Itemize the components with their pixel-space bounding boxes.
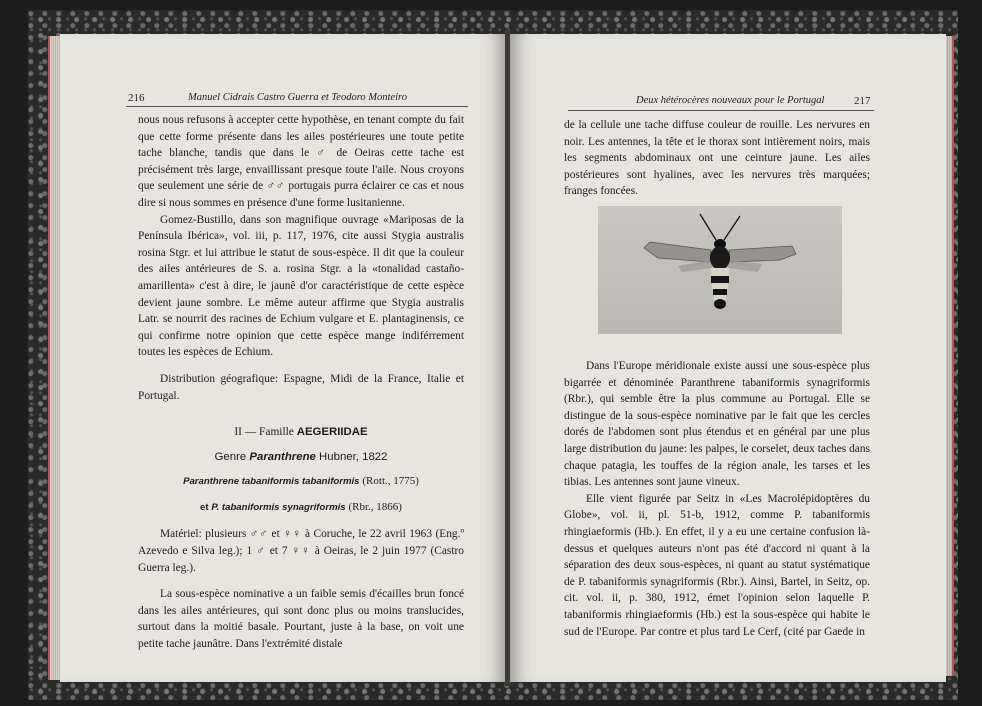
left-paragraph-distribution: Distribution géografique: Espagne, Midi de la France, Italie et Portugal.: [138, 372, 464, 402]
right-paragraph-1: de la cellule une tache diffuse couleur de rouille. Les nervures en noir. Les antennes, la tête et le thorax sont intièrement noirs, mais les segments abdominaux ont une ceinture jaune. Les ailes postérieures sont hyalines, avec les nervures très marquées; franges foncées.: [564, 119, 870, 198]
taxon-2-name: P. tabaniformis synagriformis: [211, 501, 346, 513]
right-running-head: Deux hétérocères nouveaux pour le Portugal: [636, 95, 825, 106]
taxon-heading-1: [138, 473, 464, 491]
left-paragraph-2: Gomez-Bustillo, dans son magnifique ouvrage «Mariposas de la Península Ibérica», vol. iii, p. 117, 1976, cite aussi Stygia australis rosina Stgr. et lui attribue le statut de sous-espèce. Il dit que la couleur des ailes antérieures de S. a. rosina Stgr. a la «tonalidad castaño-amarillenta» c'est à dire, le jaunê d'or caractéristique de cette espèce devient jaune sombre. Le même auteur affirme que Stygia australis Latr. se nourrit des racines de Echium vulgare et E. plantaginensis, ce qui confirme notre opinion que cette espèce mange indiférrement toutes les espèces de Echium.: [138, 213, 464, 359]
moth-icon: [598, 206, 842, 334]
genus-author: Hubner, 1822: [319, 450, 388, 463]
left-paragraph-material: Matériel: plusieurs ♂♂ et ♀♀ à Coruche, le 22 avril 1963 (Eng.º Azevedo e Silva leg.); 1 ♂ et 7 ♀♀ à Oeiras, le 2 juin 1977 (Castro Guerra leg.).: [138, 528, 464, 574]
left-page-number: 216: [128, 92, 145, 104]
right-text-column-top: [564, 117, 870, 200]
genus-heading: [138, 449, 464, 466]
genus-prefix: Genre: [214, 450, 247, 463]
left-header-rule: [126, 106, 468, 107]
left-paragraph-5: La sous-espèce nominative a un faible semis d'écailles brun foncé dans les ailes antérieures, qui sont donc plus ou moins translucides, surtout dans la moitié basale. Pourtant, juste à la base, on voit une petite tache jaunâtre. Dans l'extrémité distale: [138, 588, 464, 651]
right-header-rule: [568, 110, 874, 111]
taxon-1-author: (Rott., 1775): [362, 475, 419, 488]
taxon-2-author: (Rbr., 1866): [348, 500, 402, 513]
left-running-head: Manuel Cidrais Castro Guerra et Teodoro Monteiro: [188, 92, 407, 103]
moth-photograph: [598, 206, 842, 334]
genus-name: Paranthrene: [249, 450, 316, 463]
family-prefix: II — Famille: [234, 426, 294, 439]
right-paragraph-2: Dans l'Europe méridionale existe aussi une sous-espèce plus bigarrée et dénominée Paranthrene tabaniformis synagriformis (Rbr.), qui semble être la plus commune au Portugal. Elle se distingue de la sous-espèce nominative par le fait que les cercles dorés de l'abdomen sont plus étendus et en général par une plus large distribution du jaune: les palpes, le corselet, deux taches dans chaque patagia, les touffes de la région anale, les tarses et les tibias. Les antennes sont jaune vineux.: [564, 360, 870, 489]
taxon-heading-2: [138, 499, 464, 517]
right-page-number: 217: [854, 95, 871, 107]
right-text-column-bottom: [564, 358, 870, 640]
right-paragraph-3: Elle vient figurée par Seitz in «Les Macrolépidoptères du Globe», vol. ii, pl. 51-b, 1912, comme P. tabaniformis rhingiaeformis (Hb.). En effet, il y a eu une certaine confusion là-dessus et quelques auteurs n'ont pas été d'accord ni quant à la séparation des deux sous-espèces, ni quant au statut systématique de P. tabaniformis synagriformis (Rbr.). Ainsi, Bartel, in Seitz, op. cit. vol. ii, p. 380, 1912, émet l'opinion selon laquelle P. tabaniformis rhingiaeformis (Hb.) est la sous-espèce qui habite le sud de l'Europe. Par contre et plus tard Le Cerf, (cité par Gaede in: [564, 492, 870, 638]
taxon-2-prefix: et: [200, 501, 209, 513]
taxon-1-name: Paranthrene tabaniformis tabaniformis: [183, 476, 360, 488]
family-heading: [138, 424, 464, 441]
left-paragraph-1: nous nous refusons à accepter cette hypothèse, en tenant compte du fait que cette forme présente dans les ailes postérieures une toute petite tache blanche, tandis que dans le ♂ de Oeiras cette tache est précisément très large, envaillissant presque toute l'aile. Nous croyons que seulement une série de ♂♂ portugais purra éclairer ce cas et nous dire si nous sommes en présence d'une forme lusitanienne.: [138, 114, 464, 209]
family-name: AEGERIIDAE: [296, 426, 368, 439]
left-text-column: [138, 112, 464, 653]
